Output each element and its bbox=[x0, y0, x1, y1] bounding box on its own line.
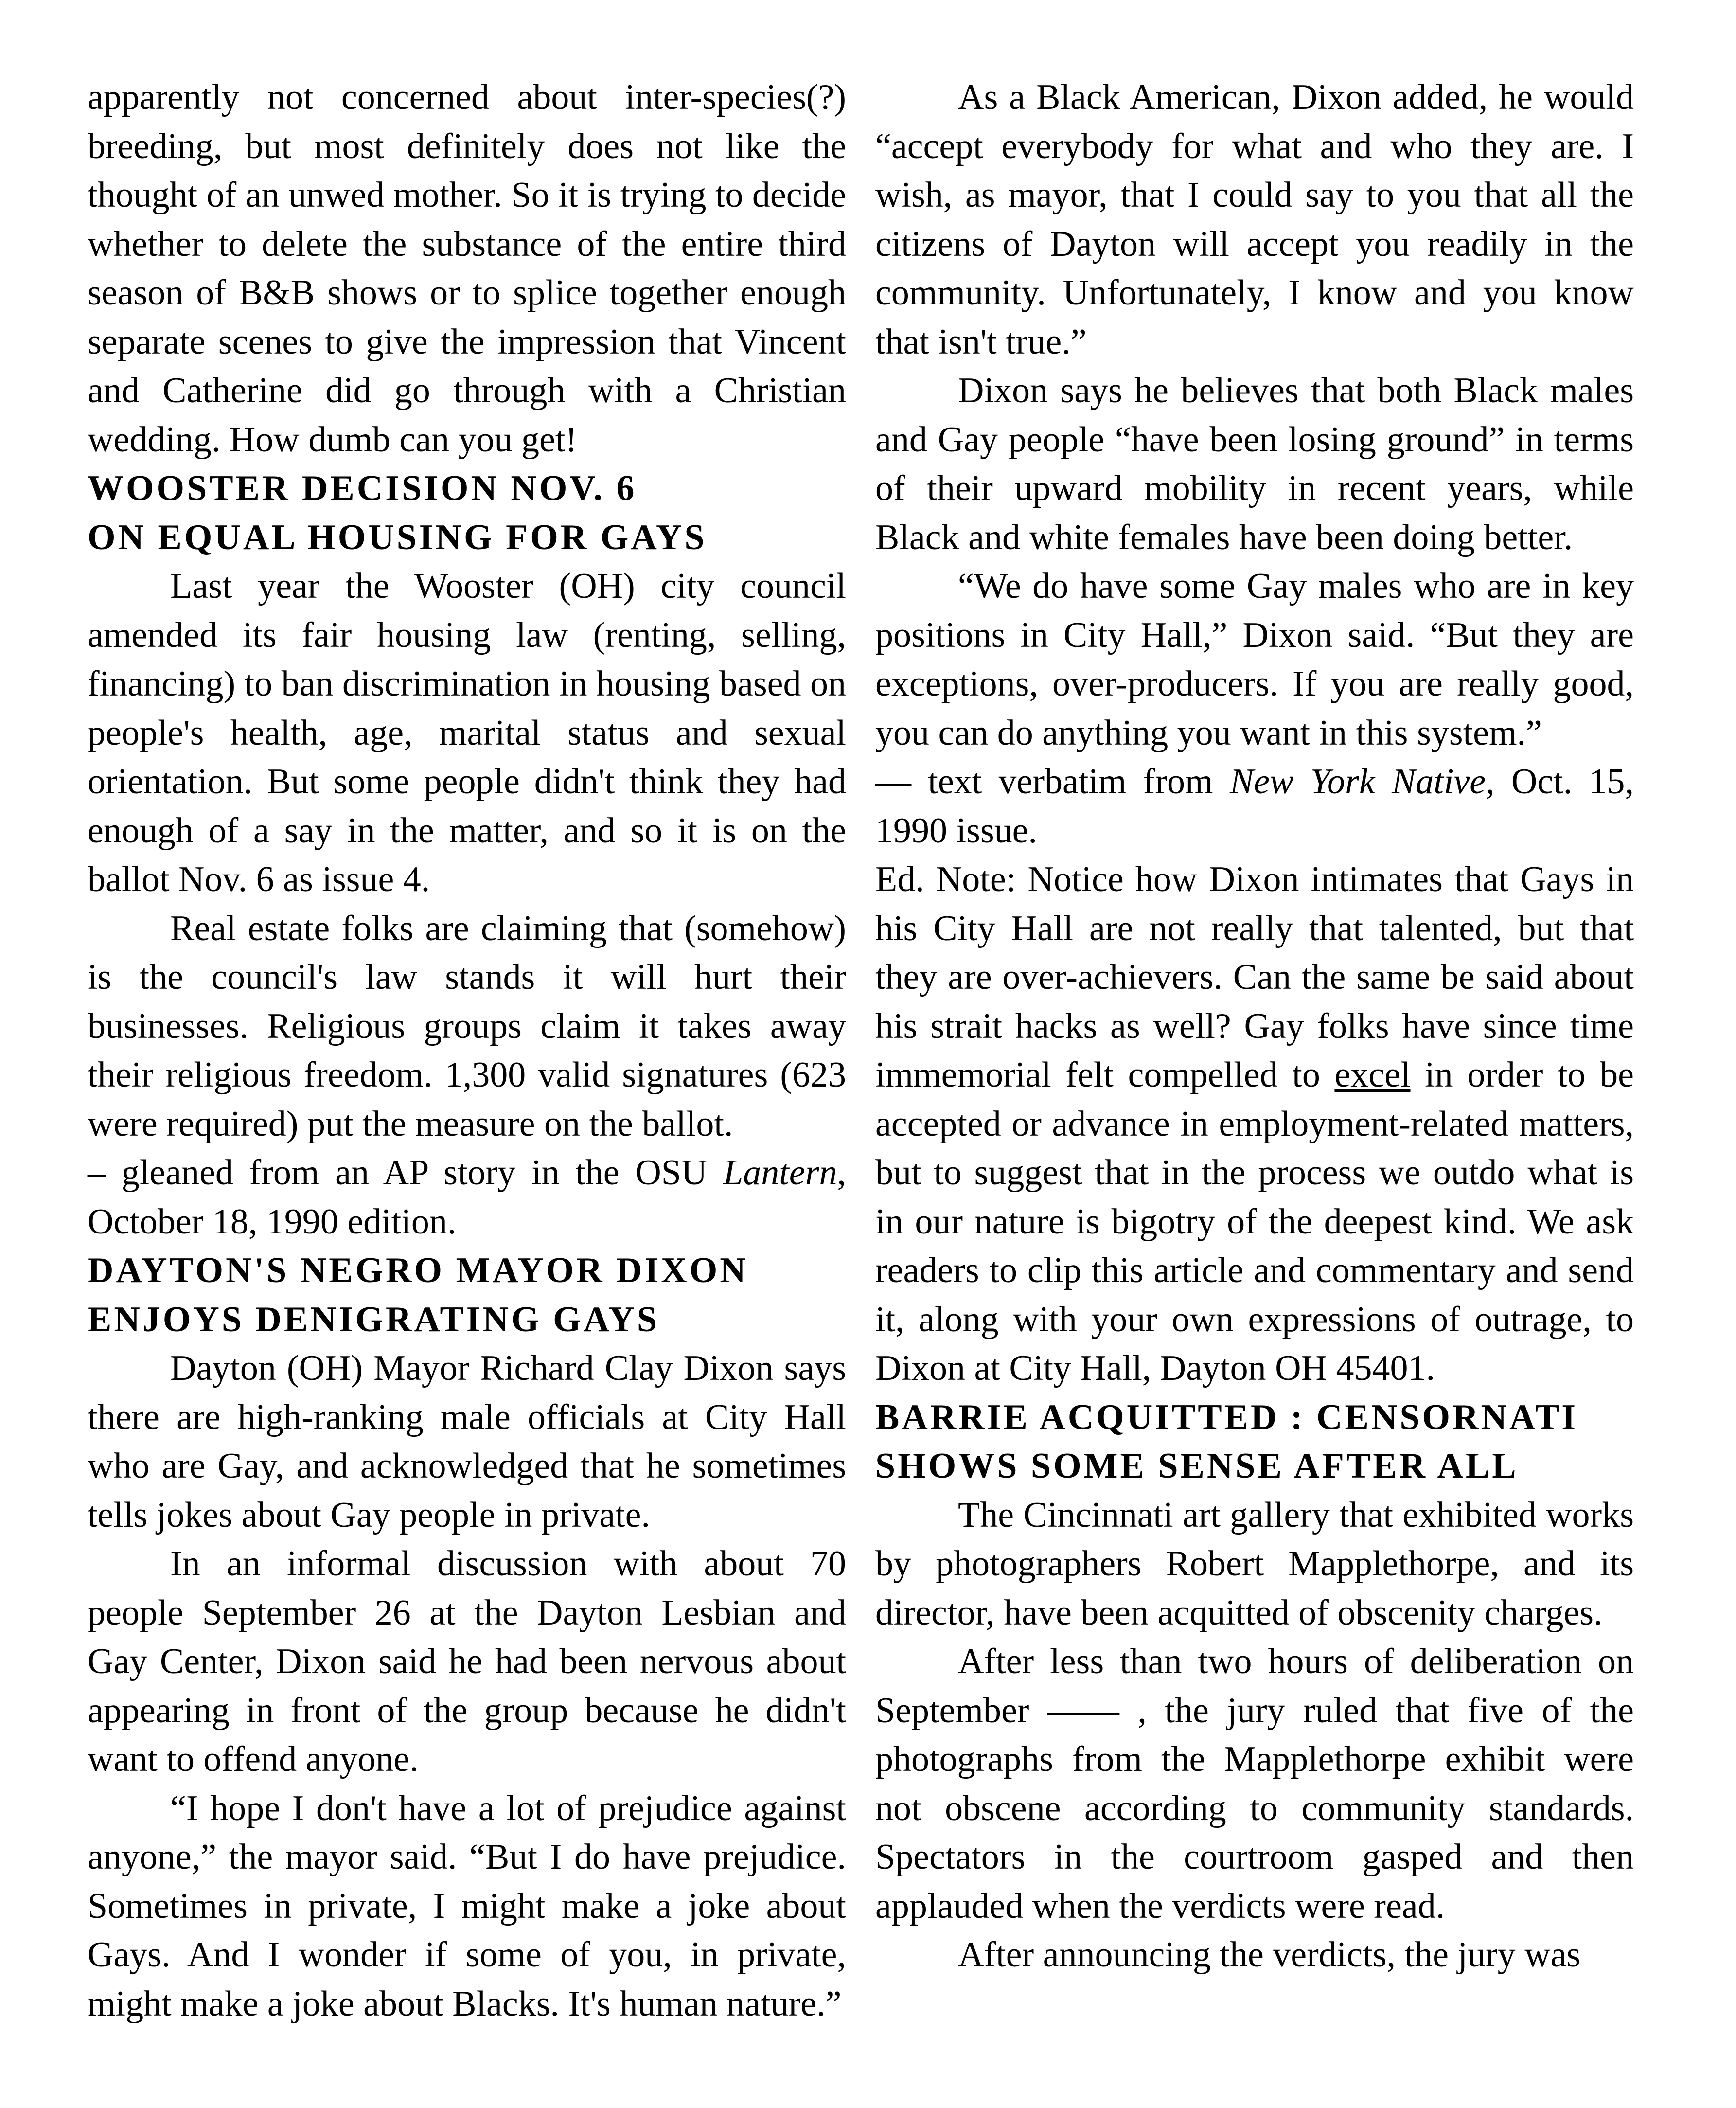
headline-line: ON EQUAL HOUSING FOR GAYS bbox=[88, 517, 707, 557]
headline-line: ENJOYS DENIGRATING GAYS bbox=[88, 1299, 659, 1340]
paragraph: “I hope I don't have a lot of prejudice against anyone,” the mayor said. “But I do have prejudice. Sometimes in private, I might make a joke about Gays. And I wonder if some of you, in private, might make a joke about Blacks. It's human nature.” bbox=[88, 1788, 846, 2024]
paragraph: Dayton (OH) Mayor Richard Clay Dixon says there are high-ranking male officials at City Hall who are Gay, and acknowledged that he sometimes tells jokes about Gay people in private. bbox=[88, 1348, 846, 1535]
left-column bbox=[88, 73, 846, 2028]
paragraph: Last year the Wooster (OH) city council amended its fair housing law (renting, selling, financing) to ban discrimination in housing based on people's health, age, marital status and sexual orientation. But some people didn't think they had enough of a say in the matter, and so it is on the ballot Nov. 6 as issue 4. bbox=[88, 566, 846, 899]
paragraph: Dixon says he believes that both Black males and Gay people “have been losing ground” in terms of their upward mobility in recent years, while Black and white females have been doing better. bbox=[875, 371, 1634, 557]
headline-wooster bbox=[88, 464, 846, 562]
publication-name: New York Native bbox=[1229, 762, 1486, 802]
publication-name: Lantern bbox=[723, 1153, 837, 1193]
note-text: in order to be accepted or advance in employment-related matters, but to suggest that in the process we outdo what is in our nature is bigotry of the deepest kind. We ask readers to clip this article and commentary and send it, along with your own expressions of outrage, to Dixon at City Hall, Dayton OH 45401. bbox=[875, 1055, 1634, 1388]
paragraph: As a Black American, Dixon added, he would “accept everybody for what and who they are. I wish, as mayor, that I could say to you that all the citizens of Dayton will accept you readily in the community. Unfortunately, I know and you know that isn't true.” bbox=[875, 77, 1634, 362]
paragraph: Real estate folks are claiming that (somehow) is the council's law stands it will hurt their businesses. Religious groups claim it takes away their religious freedom. 1,300 valid signatures (623 were required) put the measure on the ballot. bbox=[88, 908, 846, 1144]
paragraph: apparently not concerned about inter-species(?) breeding, but most definitely does not like the thought of an unwed mother. So it is trying to decide whether to delete the substance of the entire third season of B&B shows or to splice together enough separate scenes to give the impression that Vincent and Catherine did go through with a Christian wedding. How dumb can you get! bbox=[88, 77, 846, 460]
source-credit bbox=[875, 757, 1634, 855]
credit-text: — text verbatim from bbox=[875, 762, 1230, 802]
note-text: Ed. Note: Notice how Dixon intimates that Gays in his City Hall are not really that talented, but that they are over-achievers. Can the same be said about his strait hacks as well? Gay folks have since time immemorial felt compelled to bbox=[875, 859, 1634, 1095]
paragraph: After announcing the verdicts, the jury was bbox=[958, 1935, 1581, 1975]
headline-barrie bbox=[875, 1393, 1634, 1491]
headline-line: WOOSTER DECISION NOV. 6 bbox=[88, 468, 637, 508]
source-credit bbox=[88, 1148, 846, 1246]
headline-line: SHOWS SOME SENSE AFTER ALL bbox=[875, 1446, 1519, 1486]
credit-text: – gleaned from an AP story in the OSU bbox=[88, 1153, 724, 1193]
paragraph: The Cincinnati art gallery that exhibited works by photographers Robert Mapplethorpe, and its director, have been acquitted of obscenity charges. bbox=[875, 1495, 1634, 1633]
paragraph: After less than two hours of deliberation on September —— , the jury ruled that five of the photographs from the Mapplethorpe exhibit were not obscene according to community standards. Spectators in the courtroom gasped and then applauded when the verdicts were read. bbox=[875, 1642, 1634, 1926]
headline-line: DAYTON'S NEGRO MAYOR DIXON bbox=[88, 1251, 748, 1290]
credit-text: , Oct. 15, 1990 issue. bbox=[875, 762, 1634, 851]
editor-note bbox=[875, 855, 1634, 1393]
headline-dayton bbox=[88, 1246, 846, 1344]
paragraph: In an informal discussion with about 70 people September 26 at the Dayton Lesbian and Gay Center, Dixon said he had been nervous about appearing in front of the group because he didn't want to offend anyone. bbox=[88, 1544, 846, 1779]
underlined-word: excel bbox=[1334, 1055, 1411, 1095]
credit-text: , October 18, 1990 edition. bbox=[88, 1153, 846, 1242]
headline-line: BARRIE ACQUITTED : CENSORNATI bbox=[875, 1397, 1578, 1437]
right-column bbox=[875, 73, 1634, 1980]
paragraph: “We do have some Gay males who are in key positions in City Hall,” Dixon said. “But they are exceptions, over-producers. If you are really good, you can do anything you want in this system.” bbox=[875, 566, 1634, 753]
